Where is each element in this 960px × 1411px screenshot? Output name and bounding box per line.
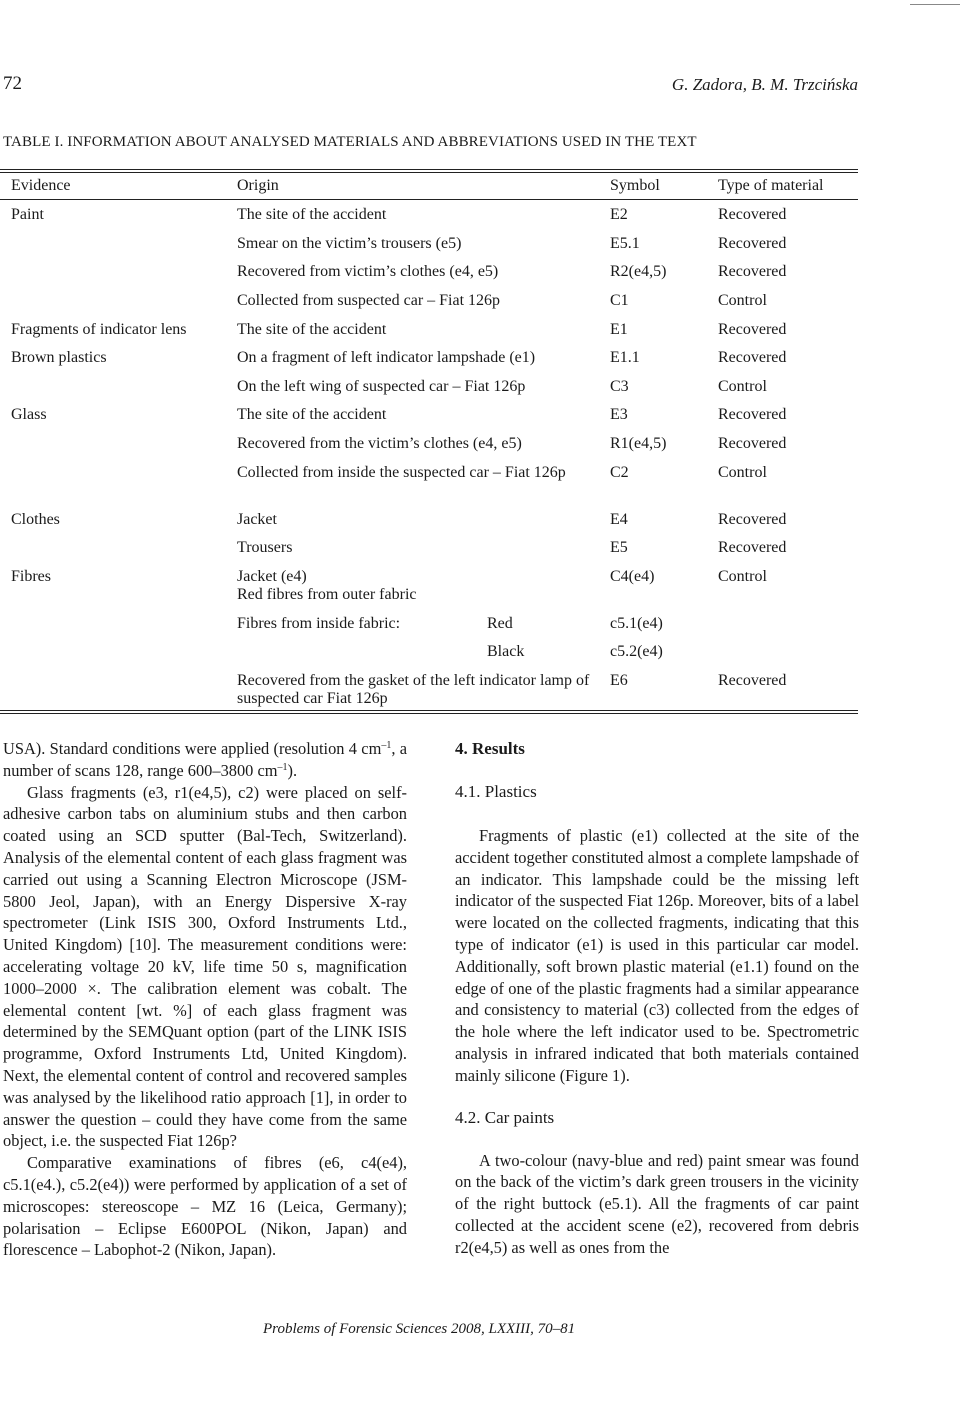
cell-origin: Recovered from the victim’s clothes (e4, e5) bbox=[237, 435, 522, 452]
left-column bbox=[3, 738, 407, 1261]
cell-origin: Collected from inside the suspected car – Fiat 126p bbox=[237, 464, 566, 481]
cell-origin: The site of the accident bbox=[237, 206, 387, 223]
cell-symbol: E5 bbox=[610, 539, 628, 556]
cell-origin: Collected from suspected car – Fiat 126p bbox=[237, 292, 501, 309]
table-top-rule-2 bbox=[0, 172, 858, 173]
cell-type: Recovered bbox=[718, 435, 787, 452]
cell-symbol: C4(e4) bbox=[610, 568, 655, 585]
cell-symbol: c5.2(e4) bbox=[610, 643, 663, 660]
cell-origin: On a fragment of left indicator lampshade (e1) bbox=[237, 349, 536, 366]
cell-symbol: E4 bbox=[610, 511, 628, 528]
cell-symbol: R2(e4,5) bbox=[610, 263, 667, 280]
paragraph-ftir-conditions bbox=[3, 738, 407, 782]
cell-type: Recovered bbox=[718, 406, 787, 423]
cell-type: Recovered bbox=[718, 349, 787, 366]
cell-origin: Fibres from inside fabric: bbox=[237, 615, 401, 632]
cell-origin: Trousers bbox=[237, 539, 293, 556]
cell-evidence: Clothes bbox=[11, 511, 60, 528]
cell-type: Recovered bbox=[718, 263, 787, 280]
cell-type: Recovered bbox=[718, 235, 787, 252]
cell-type: Recovered bbox=[718, 321, 787, 338]
cell-fabric-colour: Black bbox=[487, 643, 525, 660]
table-bottom-rule bbox=[0, 710, 858, 711]
cell-type: Control bbox=[718, 378, 767, 395]
cell-origin: Smear on the victim’s trousers (e5) bbox=[237, 235, 462, 252]
paragraph-plastics: Fragments of plastic (e1) collected at the site of the accident together constituted almost a complete lampshade of an indicator. This lampshade could be the missing left indicator of the suspected Fiat 126p. Moreover, bits of a label were located on the collected fragments, indicating that this type of indicator (e1) is used in this particular car model. Additionally, soft brown plastic material (e1.1) found on the edge of one of the plastic fragments had a similar appearance and consistency to material (c3) collected from the edges of the hole where the left indicator used to be. Spectrometric analysis in infrared indicated that both materials contained mainly silicone (Figure 1). bbox=[455, 826, 859, 1085]
header-evidence: Evidence bbox=[11, 177, 71, 194]
cell-evidence: Fibres bbox=[11, 568, 51, 585]
subsection-title-plastics: 4.1. Plastics bbox=[455, 782, 537, 801]
cell-symbol: C3 bbox=[610, 378, 629, 395]
cell-symbol: E5.1 bbox=[610, 235, 640, 252]
running-head-authors: G. Zadora, B. M. Trzcińska bbox=[671, 75, 858, 94]
cell-evidence: Brown plastics bbox=[11, 349, 107, 366]
cell-evidence: Fragments of indicator lens bbox=[11, 321, 187, 338]
cell-symbol: C2 bbox=[610, 464, 629, 481]
cell-fabric-colour: Red bbox=[487, 615, 513, 632]
cell-symbol: E1.1 bbox=[610, 349, 640, 366]
table-caption: TABLE I. INFORMATION ABOUT ANALYSED MATERIALS AND ABBREVIATIONS USED IN THE TEXT bbox=[3, 134, 697, 150]
table-header-rule bbox=[0, 199, 858, 200]
cell-type: Recovered bbox=[718, 206, 787, 223]
cell-type: Recovered bbox=[718, 672, 787, 689]
header-symbol: Symbol bbox=[610, 177, 660, 194]
cell-symbol: E6 bbox=[610, 672, 628, 689]
cell-origin: The site of the accident bbox=[237, 406, 387, 423]
text-run: ). bbox=[287, 760, 298, 780]
journal-footer: Problems of Forensic Sciences 2008, LXXIII, 70–81 bbox=[263, 1321, 576, 1337]
cell-symbol: E1 bbox=[610, 321, 628, 338]
paragraph-fibre-examination: Comparative examinations of fibres (e6, c4(e4), c5.1(e4.), c5.2(e4)) were performed by application of a set of microscopes: stereoscope – MZ 16 (Leica, Germany); polarisation – Eclipse E600POL (Nikon, Japan) and florescence – Labophot-2 (Nikon, Japan). bbox=[3, 1153, 407, 1260]
text-run: , a number of scans 128, range 600–3800 cm bbox=[3, 739, 407, 780]
superscript: –1 bbox=[381, 740, 392, 751]
cell-symbol: c5.1(e4) bbox=[610, 615, 663, 632]
cell-origin: Recovered from the gasket of the left indicator lamp of suspected car Fiat 126p bbox=[237, 672, 590, 707]
cell-type: Control bbox=[718, 292, 767, 309]
paragraph-glass-analysis: Glass fragments (e3, r1(e4,5), c2) were placed on self-adhesive carbon tabs on aluminium stubs and then carbon coated using an SCD sputter (Bal-Tech, Switzerland). Analysis of the elemental content of each glass fragment was carried out using a Scanning Electron Microscope (JSM-5800 Jeol, Japan), with an Energy Dispersive X-ray spectrometer (Link ISIS 300, Oxford Instruments Ltd., United Kingdom) [10]. The measurement conditions were: accelerating voltage 20 kV, life time 50 s, magnification 1000–2000 ×. The calibration element was cobalt. The elemental content [wt. %] of each glass fragment was determined by the SEMQuant option (part of the LINK ISIS programme, Oxford Instruments Ltd, United Kingdom). Next, the elemental content of control and recovered samples was analysed by the likelihood ratio approach [1], in order to answer the question – could they have come from the same object, i.e. the suspected Fiat 126p? bbox=[3, 782, 407, 1151]
cell-symbol: R1(e4,5) bbox=[610, 435, 667, 452]
header-type: Type of material bbox=[718, 177, 824, 194]
subsection-title-car-paints: 4.2. Car paints bbox=[455, 1107, 555, 1127]
cell-symbol: C1 bbox=[610, 292, 629, 309]
text-run: USA). Standard conditions were applied (resolution 4 cm bbox=[3, 739, 382, 758]
cell-type: Control bbox=[718, 464, 767, 481]
table-top-rule bbox=[0, 169, 858, 170]
right-column bbox=[455, 738, 859, 1259]
cell-origin: Jacket (e4) Red fibres from outer fabric bbox=[237, 568, 417, 603]
cell-evidence: Paint bbox=[11, 206, 44, 223]
header-origin: Origin bbox=[237, 177, 279, 194]
cell-origin: Recovered from victim’s clothes (e4, e5) bbox=[237, 263, 499, 280]
cell-origin: The site of the accident bbox=[237, 321, 387, 338]
section-title-results: 4. Results bbox=[455, 739, 525, 758]
cell-origin: On the left wing of suspected car – Fiat 126p bbox=[237, 378, 526, 395]
cell-type: Control bbox=[718, 568, 767, 585]
corner-mark bbox=[910, 4, 960, 5]
cell-evidence: Glass bbox=[11, 406, 47, 423]
cell-type: Recovered bbox=[718, 539, 787, 556]
paragraph-car-paints: A two-colour (navy-blue and red) paint smear was found on the back of the victim’s dark green trousers in the vicinity of the right buttock (e5.1). All the fragments of car paint collected at the accident scene (e2), recovered from debris r2(e4,5) as well as ones from the bbox=[455, 1150, 859, 1257]
cell-symbol: E3 bbox=[610, 406, 628, 423]
cell-origin: Jacket bbox=[237, 511, 277, 528]
page-number: 72 bbox=[3, 73, 22, 94]
cell-type: Recovered bbox=[718, 511, 787, 528]
table-bottom-rule-2 bbox=[0, 713, 858, 714]
superscript: –1 bbox=[277, 761, 288, 773]
cell-symbol: E2 bbox=[610, 206, 628, 223]
